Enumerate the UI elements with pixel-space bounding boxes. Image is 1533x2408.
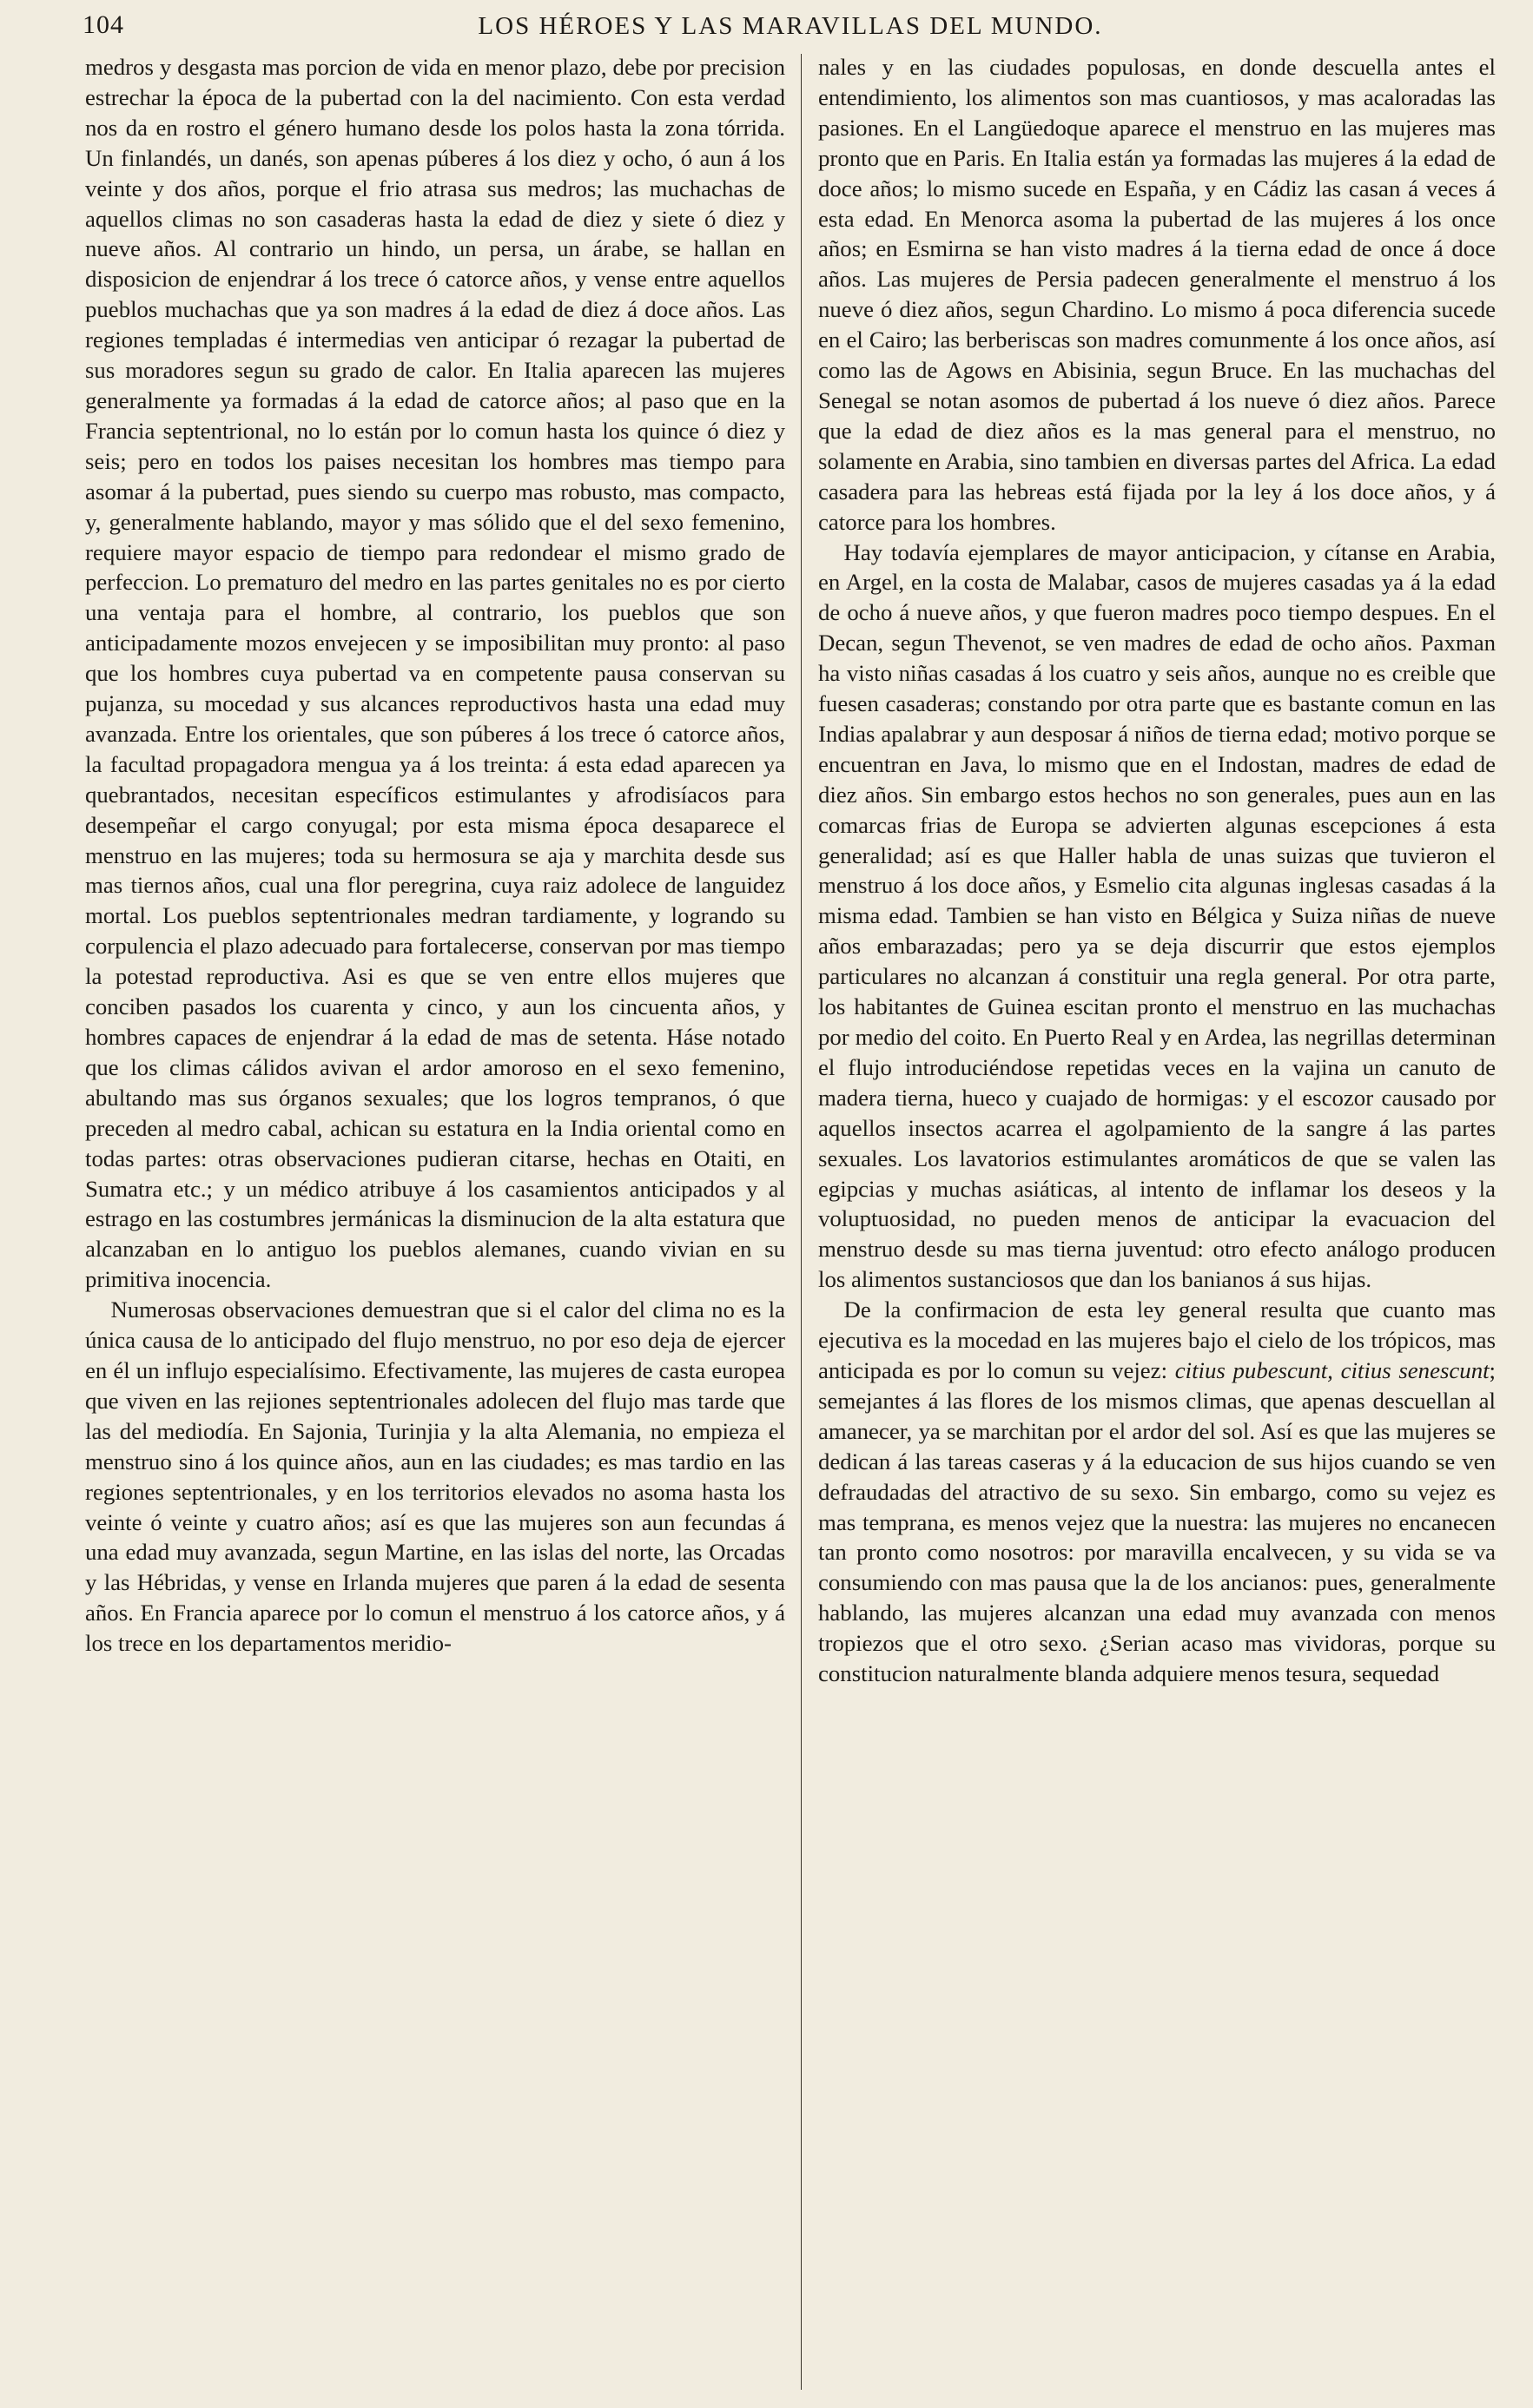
left-column [85, 52, 785, 2397]
right-paragraph-2: Hay todavía ejemplares de mayor anticipacion, y cítanse en Arabia, en Argel, en la costa de Malabar, casos de mujeres casadas ya á la edad de ocho á nueve años, y que fueron madres poco tiempo despues. En el Decan, segun Thevenot, se ven madres de edad de ocho años. Paxman ha visto niñas casadas á los cuatro y seis años, aunque no es creible que fuesen casaderas; constando por otra parte que es bastante comun en las Indias apalabrar y aun desposar á niños de tierna edad; motivo porque se encuentran en Java, lo mismo que en el Indostan, madres de edad de diez años. Sin embargo estos hechos no son generales, pues aun en las comarcas frias de Europa se advierten algunas escepciones á esta generalidad; así es que Haller habla de unas suizas que tuvieron el menstruo á los doce años, y Esmelio cita algunas inglesas casadas á la misma edad. Tambien se han visto en Bélgica y Suiza niñas de nueve años embarazadas; pero ya se deja discurrir que estos ejemplos particulares no alcanzan á constituir una regla general. Por otra parte, los habitantes de Guinea escitan pronto el menstruo en las muchachas por medio del coito. En Puerto Real y en Ardea, las negrillas determinan el flujo introduciéndose repetidas veces en la vajina un canuto de madera tierna, hueco y cuajado de hormigas: y el escozor causado por aquellos insectos acarrea el agolpamiento de la sangre á las partes sexuales. Los lavatorios estimulantes aromáticos de que se valen las egipcias y muchas asiáticas, al intento de inflamar los deseos y la voluptuosidad, no pueden menos de anticipar la evacuacion del menstruo desde su mas tierna juventud: otro efecto análogo producen los alimentos sustanciosos que dan los banianos á sus hijas. [818, 538, 1496, 1293]
left-paragraph-1: medros y desgasta mas porcion de vida en menor plazo, debe por precision estrechar la época de la pubertad con la del nacimiento. Con esta verdad nos da en rostro el género humano desde los polos hasta la zona tórrida. Un finlandés, un danés, son apenas púberes á los diez y ocho, ó aun á los veinte y dos años, porque el frio atrasa sus medros; las muchachas de aquellos climas no son casaderas hasta la edad de diez y siete ó diez y nueve años. Al contrario un hindo, un persa, un árabe, se hallan en disposicion de enjendrar á los trece ó catorce años, y vense entre aquellos pueblos muchachas que ya son madres á la edad de diez á doce años. Las regiones templadas é intermedias ven anticipar ó rezagar la pubertad de sus moradores segun su grado de calor. En Italia aparecen las mujeres generalmente ya formadas á la edad de catorce años; al paso que en la Francia septentrional, no lo están por lo comun hasta los quince ó diez y seis; pero en todos los paises necesitan los hombres mas tiempo para asomar á la pubertad, pues siendo su cuerpo mas robusto, mas compacto, y, generalmente hablando, mayor y mas sólido que el del sexo femenino, requiere mayor espacio de tiempo para redondear el mismo grado de perfeccion. Lo prematuro del medro en las partes genitales no es por cierto una ventaja para el hombre, al contrario, los pueblos que son anticipadamente mozos envejecen y se imposibilitan muy pronto: al paso que los hombres cuya pubertad va en competente pausa conservan su pujanza, su mocedad y sus alcances reproductivos hasta una edad muy avanzada. Entre los orientales, que son púberes á los trece ó catorce años, la facultad propagadora mengua ya á los treinta: á esta edad aparecen ya quebrantados, necesitan específicos estimulantes y afrodisíacos para desempeñar el cargo conyugal; por esta misma época desaparece el menstruo en las mujeres; toda su hermosura se aja y marchita desde sus mas tiernos años, cual una flor peregrina, cuya raiz adolece de languidez mortal. Los pueblos septentrionales medran tardiamente, y logrando su corpulencia el plazo adecuado para fortalecerse, conservan por mas tiempo la potestad reproductiva. Asi es que se ven entre ellos mujeres que conciben pasados los cuarenta y cinco, y aun los cincuenta años, y hombres capaces de enjendrar á la edad de mas de setenta. Háse notado que los climas cálidos avivan el ardor amoroso en el sexo femenino, abultando mas sus órganos sexuales; que los logros tempranos, ó que preceden al medro cabal, achican su estatura en la India oriental como en todas partes: otras observaciones pudieran citarse, hechas en Otaiti, en Sumatra etc.; y un médico atribuye á los casamientos anticipados y al estrago en las costumbres jermánicas la disminucion de la alta estatura que alcanzaban en lo antiguo los pueblos alemanes, cuando vivian en su primitiva inocencia. [85, 54, 785, 1293]
page-header [83, 5, 1498, 43]
right-paragraph-1: nales y en las ciudades populosas, en donde descuella antes el entendimiento, los alimentos son mas cuantiosos, y mas acaloradas las pasiones. En el Langüedoque aparece el menstruo en las mujeres mas pronto que en Paris. En Italia están ya formadas las mujeres á la edad de doce años; lo mismo sucede en España, y en Cádiz las casan á veces á esta edad. En Menorca asoma la pubertad de las mujeres á los once años; en Esmirna se han visto madres á la tierna edad de once á doce años. Las mujeres de Persia padecen generalmente el menstruo á los nueve ó diez años, segun Chardino. Lo mismo á poca diferencia sucede en el Cairo; las berberiscas son madres comunmente á los once años, así como las de Agows en Abisinia, segun Bruce. En las muchachas del Senegal se notan asomos de pubertad á los nueve ó diez años. Parece que la edad de diez años es la mas general para el menstruo, no solamente en Arabia, sino tambien en diversas partes del Africa. La edad casadera para las hebreas está fijada por la ley á los doce años, y á catorce para los hombres. [818, 54, 1496, 535]
latin-quote: citius pubescunt, citius senescunt [1174, 1356, 1490, 1383]
page-number: 104 [83, 10, 124, 39]
running-title: LOS HÉROES Y LAS MARAVILLAS DEL MUNDO. [478, 12, 1103, 40]
right-paragraph-3-text-a: De la confirmacion de esta ley general resulta que cuanto mas ejecutiva es la mocedad en las mujeres bajo el cielo de los trópicos, mas anticipada es por lo comun su vejez: [818, 1296, 1496, 1383]
left-paragraph-2: Numerosas observaciones demuestran que si el calor del clima no es la única causa de lo anticipado del flujo menstruo, no por eso deja de ejercer en él un influjo especialísimo. Efectivamente, las mujeres de casta europea que viven en las rejiones septentrionales adolecen del flujo mas tarde que las del mediodía. En Sajonia, Turinjia y la alta Alemania, no empieza el menstruo sino á los quince años, aun en las ciudades; es mas tardio en las regiones septentrionales, y en los territorios elevados no asoma hasta los veinte ó veinte y cuatro años; así es que las mujeres son aun fecundas á una edad muy avanzada, segun Martine, en las islas del norte, las Orcadas y las Hébridas, y vense en Irlanda mujeres que paren á la edad de sesenta años. En Francia aparece por lo comun el menstruo á los catorce años, y á los trece en los departamentos meridio- [85, 1296, 785, 1657]
right-column [818, 52, 1496, 2397]
right-paragraph-3 [818, 1295, 1496, 1689]
column-divider [801, 54, 802, 2390]
right-paragraph-3-text-b: ; semejantes á las flores de los mismos climas, que apenas descuellan al amanecer, ya se marchitan por el ardor del sol. Así es que las mujeres se dedican á las tareas caseras y á la educacion de sus hijos cuando se ven defraudadas del atractivo de su sexo. Sin embargo, como su vejez es mas temprana, es menos vejez que la nuestra: las mujeres no encanecen tan pronto como nosotros: por maravilla encalvecen, y su vida se va consumiendo con mas pausa que la de los ancianos: pues, generalmente hablando, las mujeres alcanzan una edad muy avanzada con menos tropiezos que el otro sexo. ¿Serian acaso mas vividoras, porque su constitucion naturalmente blanda adquiere menos tesura, sequedad [818, 1356, 1496, 1687]
